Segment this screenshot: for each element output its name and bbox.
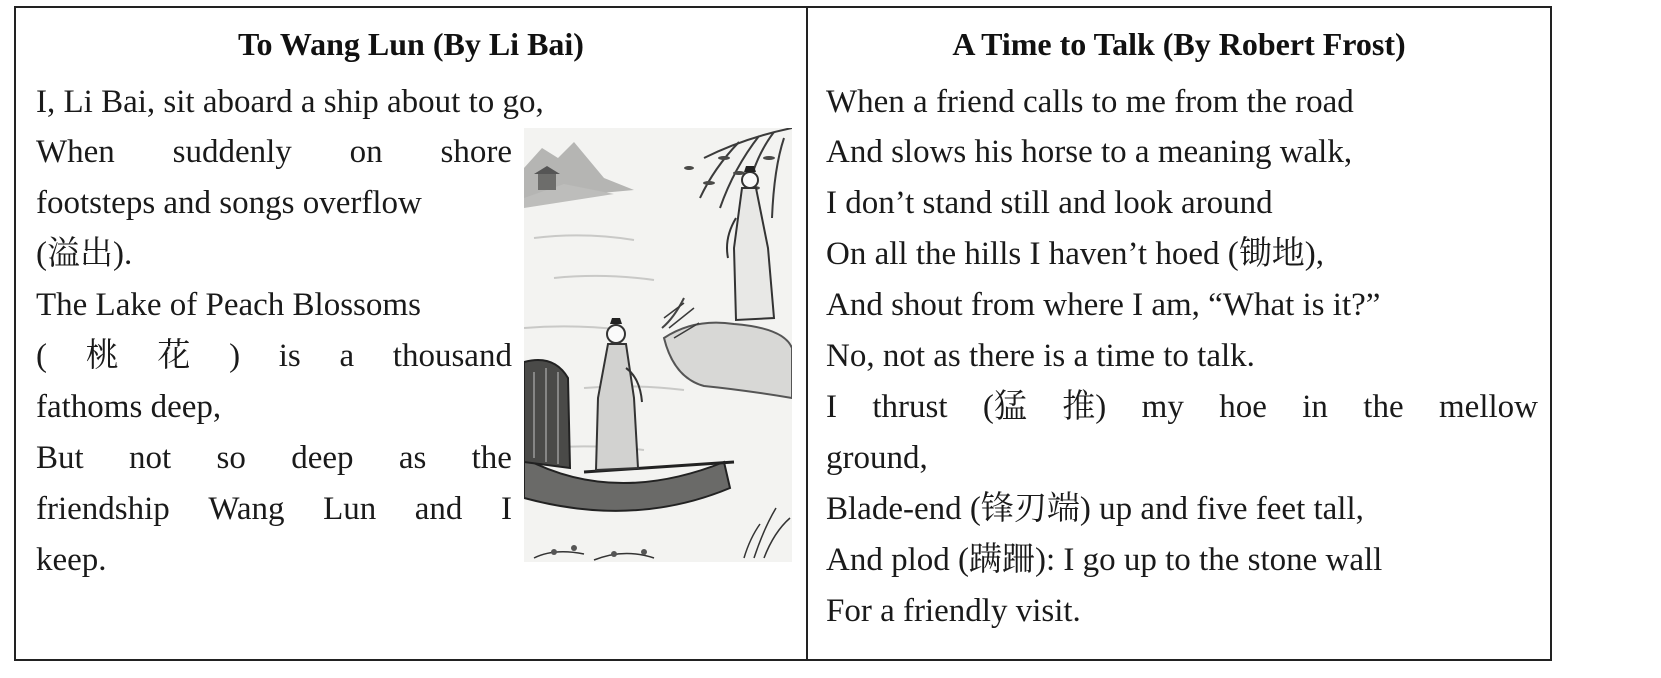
left-poem-cell <box>16 8 808 659</box>
left-poem-line-1: I, Li Bai, sit aboard a ship about to go, <box>36 84 544 120</box>
left-poem-line-7: fathoms deep, <box>36 389 222 425</box>
right-poem-title: A Time to Talk (By Robert Frost) <box>952 26 1406 62</box>
right-poem-line-11: For a friendly visit. <box>826 593 1081 629</box>
right-poem-line-7: I thrust (猛 推) my hoe in the mellow <box>826 389 1538 425</box>
left-poem-line-9: friendship Wang Lun and I <box>36 491 512 527</box>
ink-painting-boat-farewell-icon <box>524 128 792 562</box>
left-poem-line-6: ( 桃 花 ) is a thousand <box>36 338 512 374</box>
right-poem-line-6: No, not as there is a time to talk. <box>826 338 1255 374</box>
right-poem-line-1: When a friend calls to me from the road <box>826 84 1354 120</box>
left-poem-line-8: But not so deep as the <box>36 440 512 476</box>
right-poem-line-8: ground, <box>826 440 928 476</box>
right-poem-line-5: And shout from where I am, “What is it?” <box>826 287 1381 323</box>
left-poem-line-3: footsteps and songs overflow <box>36 185 422 221</box>
right-poem-cell <box>808 8 1550 659</box>
left-poem-line-4: (溢出). <box>36 236 133 272</box>
left-poem-line-5: The Lake of Peach Blossoms <box>36 287 421 323</box>
right-poem-line-2: And slows his horse to a meaning walk, <box>826 134 1353 170</box>
right-poem-line-10: And plod (蹒跚): I go up to the stone wall <box>826 542 1383 578</box>
left-poem-title: To Wang Lun (By Li Bai) <box>238 26 584 62</box>
right-poem-line-4: On all the hills I haven’t hoed (锄地), <box>826 236 1324 272</box>
illustration-svg <box>524 128 792 562</box>
right-poem-line-3: I don’t stand still and look around <box>826 185 1273 221</box>
left-poem-line-10: keep. <box>36 542 107 578</box>
left-poem-line-2: When suddenly on shore <box>36 134 512 170</box>
right-poem-line-9: Blade-end (锋刃端) up and five feet tall, <box>826 491 1364 527</box>
poem-comparison-table <box>14 6 1552 661</box>
